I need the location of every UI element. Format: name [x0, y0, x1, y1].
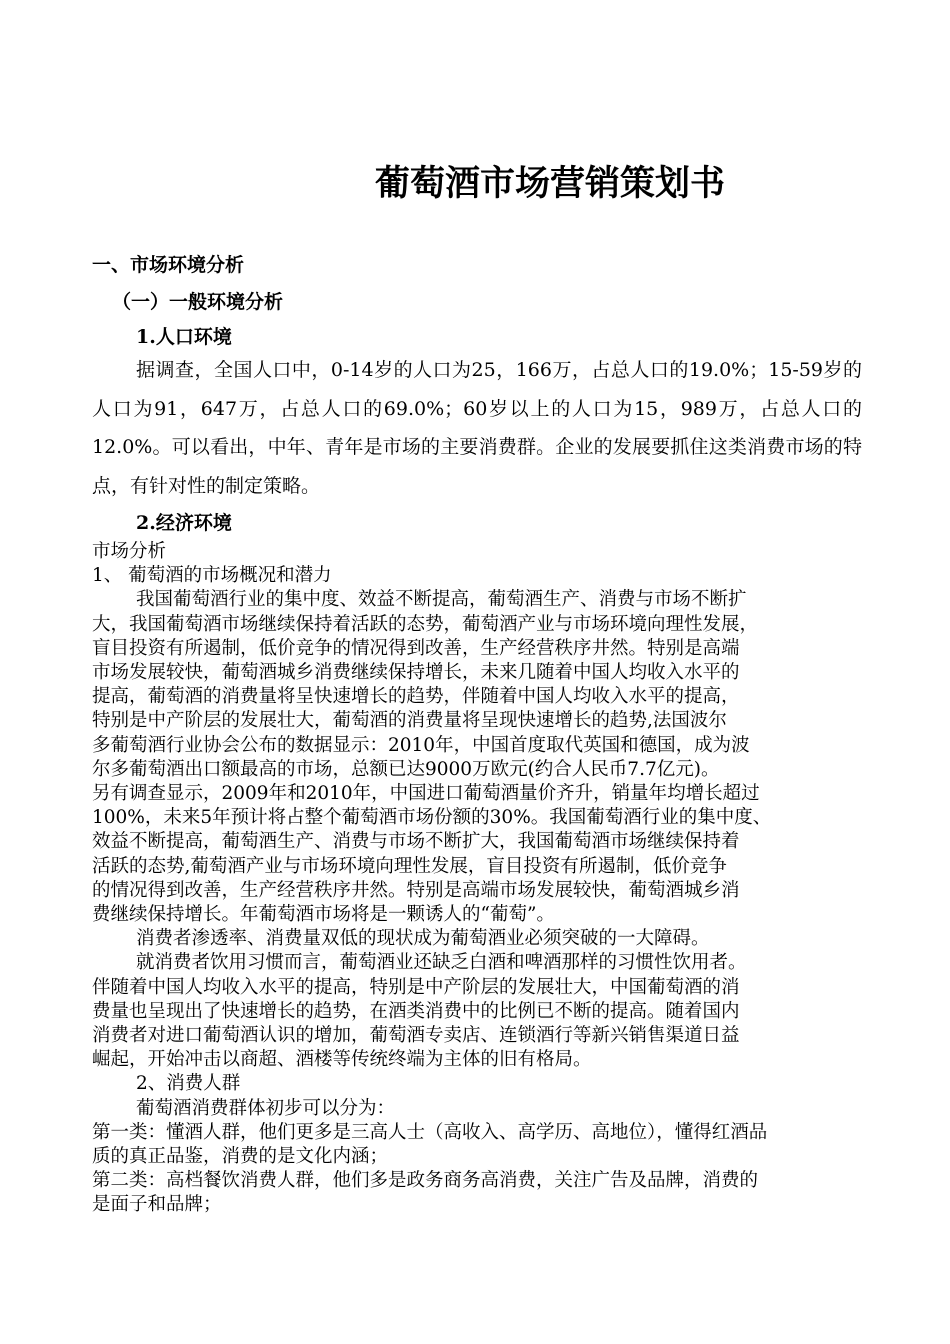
text-line: 市场发展较快，葡萄酒城乡消费继续保持增长，未来几随着中国人均收入水平的 — [92, 662, 740, 684]
text-line: 大，我国葡萄酒市场继续保持着活跃的态势，葡萄酒产业与市场环境向理性发展， — [92, 613, 759, 635]
text-line: 葡萄酒消费群体初步可以分为： — [136, 1097, 396, 1119]
text-line: 市场分析 — [92, 541, 167, 562]
text-line: 消费者对进口葡萄酒认识的增加，葡萄酒专卖店、连锁酒行等新兴销售渠道日益 — [92, 1025, 740, 1047]
text-line: 2、消费人群 — [136, 1073, 241, 1095]
text-line: 我国葡萄酒行业的集中度、效益不断提高，葡萄酒生产、消费与市场不断扩 — [136, 589, 747, 611]
text-line: 尔多葡萄酒出口额最高的市场，总额已达9000万欧元(约合人民币7.7亿元)。 — [92, 758, 720, 780]
text-line: 1、 葡萄酒的市场概况和潜力 — [92, 565, 332, 587]
text-line: 就消费者饮用习惯而言，葡萄酒业还缺乏白酒和啤酒那样的习惯性饮用者。 — [136, 952, 747, 974]
text-line: 活跃的态势,葡萄酒产业与市场环境向理性发展，盲目投资有所遏制，低价竞争 — [92, 855, 727, 877]
text-line: 特别是中产阶层的发展壮大，葡萄酒的消费量将呈现快速增长的趋势,法国波尔 — [92, 710, 727, 732]
text-line: 盲目投资有所遏制，低价竞争的情况得到改善，生产经营秩序井然。特别是高端 — [92, 637, 740, 659]
subheading-economy: 2.经济环境 — [136, 512, 232, 534]
document-title: 葡萄酒市场营销策划书 — [374, 163, 725, 204]
market-analysis-body — [92, 540, 872, 1218]
text-line: 的情况得到改善，生产经营秩序井然。特别是高端市场发展较快，葡萄酒城乡消 — [92, 879, 740, 901]
subheading-population: 1.人口环境 — [136, 326, 232, 348]
text-line: 多葡萄酒行业协会公布的数据显示：2010年，中国首度取代英国和德国，成为波 — [92, 734, 750, 756]
text-line: 第二类：高档餐饮消费人群，他们多是政务商务高消费，关注广告及品牌，消费的 — [92, 1170, 759, 1192]
section-heading-1: 一、市场环境分析 — [92, 254, 245, 276]
text-line: 崛起，开始冲击以商超、酒楼等传统终端为主体的旧有格局。 — [92, 1049, 592, 1071]
text-line: 是面子和品牌； — [92, 1194, 222, 1216]
text-line: 费继续保持增长。年葡萄酒市场将是一颗诱人的“葡萄”。 — [92, 904, 555, 926]
text-line: 质的真正品鉴，消费的是文化内涵； — [92, 1146, 389, 1168]
text-line: 另有调查显示，2009年和2010年，中国进口葡萄酒量价齐升，销量年均增长超过 — [92, 783, 760, 805]
population-paragraph: 据调查，全国人口中，0-14岁的人口为25，166万，占总人口的19.0%；15-59岁的人口为91，647万，占总人口的69.0%；60岁以上的人口为15，989万，占总人口的12.0%。可以看出，中年、青年是市场的主要消费群。企业的发展要抓住这类消费市场的特点，有针对性的制定策略。 — [92, 359, 862, 497]
text-line: 消费者渗透率、消费量双低的现状成为葡萄酒业必须突破的一大障碍。 — [136, 928, 710, 950]
text-line: 效益不断提高，葡萄酒生产、消费与市场不断扩大，我国葡萄酒市场继续保持着 — [92, 831, 740, 853]
text-line: 伴随着中国人均收入水平的提高，特别是中产阶层的发展壮大，中国葡萄酒的消 — [92, 976, 740, 998]
text-line: 费量也呈现出了快速增长的趋势，在酒类消费中的比例已不断的提高。随着国内 — [92, 1000, 740, 1022]
text-line: 100%，未来5年预计将占整个葡萄酒市场份额的30%。我国葡萄酒行业的集中度、 — [92, 807, 772, 829]
subsection-heading: （一）一般环境分析 — [112, 291, 284, 313]
text-line: 第一类：懂酒人群，他们更多是三高人士（高收入、高学历、高地位），懂得红酒品 — [92, 1121, 768, 1143]
text-line: 提高，葡萄酒的消费量将呈快速增长的趋势，伴随着中国人均收入水平的提高， — [92, 686, 740, 708]
